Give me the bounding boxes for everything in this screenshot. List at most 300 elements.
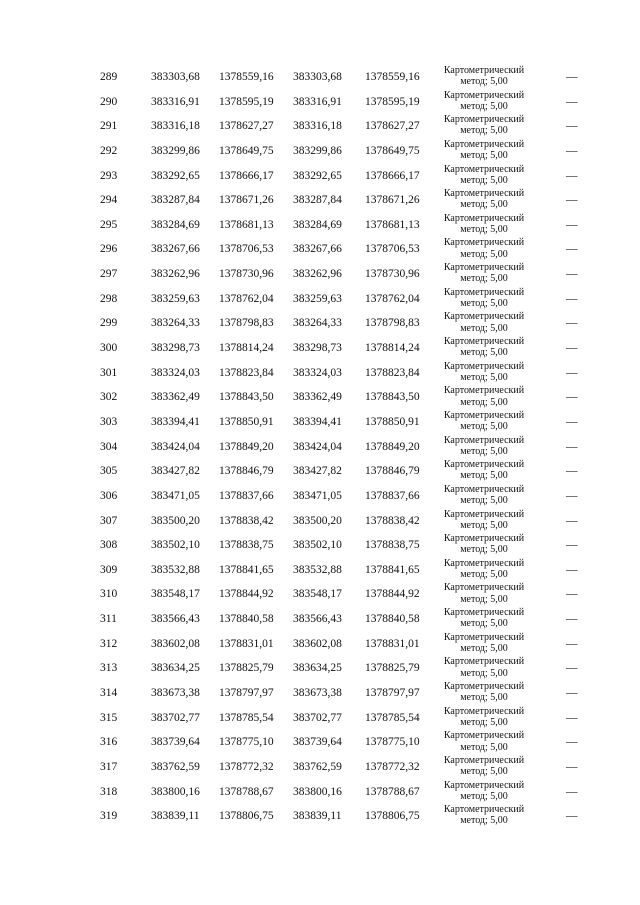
note-cell: —: [566, 687, 578, 700]
method-name: Картометрический: [443, 754, 525, 766]
existing-y-coordinate: 1378671,26: [219, 194, 274, 207]
method-accuracy: метод; 5,00: [460, 100, 508, 112]
note-cell: —: [566, 120, 578, 133]
method-name: Картометрический: [443, 434, 525, 446]
method-cell: [432, 582, 536, 604]
method-accuracy: метод; 5,00: [460, 297, 508, 309]
new-y-coordinate: 1378785,54: [365, 711, 420, 724]
note-cell: —: [566, 760, 578, 773]
existing-y-coordinate: 1378838,42: [219, 514, 274, 527]
method-cell: [432, 632, 536, 654]
existing-y-coordinate: 1378775,10: [219, 736, 274, 749]
new-x-coordinate: 383394,41: [293, 415, 342, 428]
new-x-coordinate: 383264,33: [293, 317, 342, 330]
existing-x-coordinate: 383324,03: [151, 366, 200, 379]
existing-y-coordinate: 1378840,58: [219, 613, 274, 626]
note-cell: —: [566, 415, 578, 428]
new-x-coordinate: 383739,64: [293, 736, 342, 749]
new-x-coordinate: 383424,04: [293, 440, 342, 453]
method-accuracy: метод; 5,00: [460, 470, 508, 482]
point-number: 298: [100, 292, 118, 305]
existing-y-coordinate: 1378837,66: [219, 489, 274, 502]
method-cell: [432, 139, 536, 161]
existing-x-coordinate: 383502,10: [151, 539, 200, 552]
existing-y-coordinate: 1378838,75: [219, 539, 274, 552]
existing-x-coordinate: 383259,63: [151, 292, 200, 305]
note-cell: —: [566, 637, 578, 650]
method-accuracy: метод; 5,00: [460, 667, 508, 679]
note-cell: —: [566, 785, 578, 798]
point-number: 312: [100, 637, 118, 650]
new-y-coordinate: 1378843,50: [365, 391, 420, 404]
new-y-coordinate: 1378772,32: [365, 760, 420, 773]
method-cell: [432, 780, 536, 802]
method-cell: [432, 385, 536, 407]
new-y-coordinate: 1378681,13: [365, 218, 420, 231]
table-row: [0, 114, 640, 139]
method-accuracy: метод; 5,00: [460, 569, 508, 581]
method-name: Картометрический: [443, 336, 525, 348]
method-name: Картометрический: [443, 409, 525, 421]
method-name: Картометрический: [443, 656, 525, 668]
new-x-coordinate: 383362,49: [293, 391, 342, 404]
method-cell: [432, 706, 536, 728]
method-accuracy: метод; 5,00: [460, 125, 508, 137]
method-cell: [432, 65, 536, 87]
new-y-coordinate: 1378649,75: [365, 144, 420, 157]
method-accuracy: метод; 5,00: [460, 642, 508, 654]
note-cell: —: [566, 218, 578, 231]
method-name: Картометрический: [443, 779, 525, 791]
new-y-coordinate: 1378831,01: [365, 637, 420, 650]
note-cell: —: [566, 440, 578, 453]
new-x-coordinate: 383316,91: [293, 95, 342, 108]
table-row: [0, 582, 640, 607]
note-cell: —: [566, 613, 578, 626]
existing-x-coordinate: 383298,73: [151, 342, 200, 355]
new-x-coordinate: 383502,10: [293, 539, 342, 552]
point-number: 299: [100, 317, 118, 330]
existing-x-coordinate: 383264,33: [151, 317, 200, 330]
note-cell: —: [566, 514, 578, 527]
new-x-coordinate: 383839,11: [293, 810, 342, 823]
new-y-coordinate: 1378841,65: [365, 563, 420, 576]
point-number: 308: [100, 539, 118, 552]
existing-x-coordinate: 383267,66: [151, 243, 200, 256]
point-number: 313: [100, 662, 118, 675]
table-row: [0, 164, 640, 189]
existing-x-coordinate: 383299,86: [151, 144, 200, 157]
existing-y-coordinate: 1378681,13: [219, 218, 274, 231]
method-cell: [432, 114, 536, 136]
existing-y-coordinate: 1378831,01: [219, 637, 274, 650]
new-x-coordinate: 383284,69: [293, 218, 342, 231]
table-row: [0, 632, 640, 657]
point-number: 305: [100, 465, 118, 478]
new-y-coordinate: 1378559,16: [365, 71, 420, 83]
new-x-coordinate: 383602,08: [293, 637, 342, 650]
method-cell: [432, 164, 536, 186]
existing-y-coordinate: 1378595,19: [219, 95, 274, 108]
new-y-coordinate: 1378730,96: [365, 268, 420, 281]
method-name: Картометрический: [443, 138, 525, 150]
method-name: Картометрический: [443, 508, 525, 520]
existing-y-coordinate: 1378806,75: [219, 810, 274, 823]
method-accuracy: метод; 5,00: [460, 421, 508, 433]
existing-y-coordinate: 1378730,96: [219, 268, 274, 281]
existing-x-coordinate: 383394,41: [151, 415, 200, 428]
new-y-coordinate: 1378706,53: [365, 243, 420, 256]
method-accuracy: метод; 5,00: [460, 618, 508, 630]
method-cell: [432, 262, 536, 284]
existing-x-coordinate: 383316,91: [151, 95, 200, 108]
point-number: 306: [100, 489, 118, 502]
point-number: 317: [100, 760, 118, 773]
existing-x-coordinate: 383602,08: [151, 637, 200, 650]
table-row: [0, 311, 640, 336]
point-number: 314: [100, 687, 118, 700]
table-row: [0, 484, 640, 509]
note-cell: —: [566, 194, 578, 207]
method-name: Картометрический: [443, 730, 525, 742]
existing-y-coordinate: 1378825,79: [219, 662, 274, 675]
method-cell: [432, 656, 536, 678]
existing-y-coordinate: 1378798,83: [219, 317, 274, 330]
existing-x-coordinate: 383284,69: [151, 218, 200, 231]
new-x-coordinate: 383673,38: [293, 687, 342, 700]
existing-x-coordinate: 383566,43: [151, 613, 200, 626]
existing-x-coordinate: 383634,25: [151, 662, 200, 675]
method-cell: [432, 361, 536, 383]
new-x-coordinate: 383427,82: [293, 465, 342, 478]
method-cell: [432, 336, 536, 358]
method-cell: [432, 804, 536, 826]
table-row: [0, 755, 640, 780]
method-accuracy: метод; 5,00: [460, 766, 508, 778]
method-accuracy: метод; 5,00: [460, 815, 508, 827]
table-row: [0, 607, 640, 632]
new-x-coordinate: 383548,17: [293, 588, 342, 601]
note-cell: —: [566, 539, 578, 552]
existing-x-coordinate: 383262,96: [151, 268, 200, 281]
new-x-coordinate: 383324,03: [293, 366, 342, 379]
table-row: [0, 237, 640, 262]
new-x-coordinate: 383316,18: [293, 120, 342, 133]
method-accuracy: метод; 5,00: [460, 76, 508, 88]
table-row: [0, 780, 640, 805]
method-accuracy: метод; 5,00: [460, 519, 508, 531]
method-accuracy: метод; 5,00: [460, 741, 508, 753]
note-cell: —: [566, 711, 578, 724]
new-y-coordinate: 1378797,97: [365, 687, 420, 700]
new-y-coordinate: 1378775,10: [365, 736, 420, 749]
method-cell: [432, 188, 536, 210]
method-accuracy: метод; 5,00: [460, 544, 508, 556]
table-row: [0, 804, 640, 829]
new-y-coordinate: 1378823,84: [365, 366, 420, 379]
table-row: [0, 336, 640, 361]
method-cell: [432, 558, 536, 580]
method-cell: [432, 90, 536, 112]
note-cell: —: [566, 588, 578, 601]
new-y-coordinate: 1378850,91: [365, 415, 420, 428]
point-number: 292: [100, 144, 118, 157]
existing-x-coordinate: 383673,38: [151, 687, 200, 700]
table-row: [0, 361, 640, 386]
existing-x-coordinate: 383362,49: [151, 391, 200, 404]
table-row: [0, 656, 640, 681]
new-x-coordinate: 383299,86: [293, 144, 342, 157]
existing-x-coordinate: 383548,17: [151, 588, 200, 601]
new-y-coordinate: 1378806,75: [365, 810, 420, 823]
existing-y-coordinate: 1378841,65: [219, 563, 274, 576]
method-name: Картометрический: [443, 607, 525, 619]
method-cell: [432, 533, 536, 555]
existing-x-coordinate: 383739,64: [151, 736, 200, 749]
method-name: Картометрический: [443, 459, 525, 471]
table-row: [0, 188, 640, 213]
new-y-coordinate: 1378846,79: [365, 465, 420, 478]
new-y-coordinate: 1378840,58: [365, 613, 420, 626]
note-cell: —: [566, 662, 578, 675]
note-cell: —: [566, 342, 578, 355]
method-cell: [432, 509, 536, 531]
new-y-coordinate: 1378788,67: [365, 785, 420, 798]
note-cell: —: [566, 736, 578, 749]
new-x-coordinate: 383303,68: [293, 71, 342, 83]
point-number: 315: [100, 711, 118, 724]
method-accuracy: метод; 5,00: [460, 199, 508, 211]
method-accuracy: метод; 5,00: [460, 248, 508, 260]
method-cell: [432, 287, 536, 309]
point-number: 316: [100, 736, 118, 749]
existing-y-coordinate: 1378627,27: [219, 120, 274, 133]
new-x-coordinate: 383702,77: [293, 711, 342, 724]
method-name: Картометрический: [443, 533, 525, 545]
table-row: [0, 90, 640, 115]
note-cell: —: [566, 169, 578, 182]
note-cell: —: [566, 95, 578, 108]
new-y-coordinate: 1378595,19: [365, 95, 420, 108]
method-accuracy: метод; 5,00: [460, 716, 508, 728]
new-x-coordinate: 383566,43: [293, 613, 342, 626]
existing-y-coordinate: 1378846,79: [219, 465, 274, 478]
method-accuracy: метод; 5,00: [460, 495, 508, 507]
note-cell: —: [566, 489, 578, 502]
existing-y-coordinate: 1378649,75: [219, 144, 274, 157]
existing-x-coordinate: 383762,59: [151, 760, 200, 773]
table-row: [0, 459, 640, 484]
new-x-coordinate: 383298,73: [293, 342, 342, 355]
new-x-coordinate: 383532,88: [293, 563, 342, 576]
point-number: 296: [100, 243, 118, 256]
note-cell: —: [566, 292, 578, 305]
new-x-coordinate: 383292,65: [293, 169, 342, 182]
existing-y-coordinate: 1378844,92: [219, 588, 274, 601]
note-cell: —: [566, 810, 578, 823]
method-cell: [432, 213, 536, 235]
method-cell: [432, 681, 536, 703]
method-accuracy: метод; 5,00: [460, 174, 508, 186]
method-name: Картометрический: [443, 262, 525, 274]
method-accuracy: метод; 5,00: [460, 692, 508, 704]
existing-x-coordinate: 383292,65: [151, 169, 200, 182]
existing-y-coordinate: 1378666,17: [219, 169, 274, 182]
point-number: 303: [100, 415, 118, 428]
note-cell: —: [566, 268, 578, 281]
method-accuracy: метод; 5,00: [460, 150, 508, 162]
existing-x-coordinate: 383316,18: [151, 120, 200, 133]
note-cell: —: [566, 366, 578, 379]
existing-y-coordinate: 1378762,04: [219, 292, 274, 305]
new-x-coordinate: 383800,16: [293, 785, 342, 798]
new-x-coordinate: 383262,96: [293, 268, 342, 281]
existing-x-coordinate: 383424,04: [151, 440, 200, 453]
existing-y-coordinate: 1378772,32: [219, 760, 274, 773]
table-row: [0, 558, 640, 583]
method-cell: [432, 435, 536, 457]
existing-y-coordinate: 1378823,84: [219, 366, 274, 379]
method-accuracy: метод; 5,00: [460, 273, 508, 285]
existing-y-coordinate: 1378788,67: [219, 785, 274, 798]
point-number: 295: [100, 218, 118, 231]
table-row: [0, 65, 640, 90]
point-number: 310: [100, 588, 118, 601]
note-cell: —: [566, 243, 578, 256]
method-accuracy: метод; 5,00: [460, 322, 508, 334]
new-y-coordinate: 1378837,66: [365, 489, 420, 502]
point-number: 297: [100, 268, 118, 281]
new-x-coordinate: 383259,63: [293, 292, 342, 305]
point-number: 293: [100, 169, 118, 182]
coordinates-table: [0, 65, 640, 829]
existing-x-coordinate: 383702,77: [151, 711, 200, 724]
existing-y-coordinate: 1378559,16: [219, 71, 274, 83]
method-accuracy: метод; 5,00: [460, 371, 508, 383]
new-y-coordinate: 1378762,04: [365, 292, 420, 305]
point-number: 302: [100, 391, 118, 404]
method-accuracy: метод; 5,00: [460, 396, 508, 408]
point-number: 319: [100, 810, 118, 823]
existing-x-coordinate: 383427,82: [151, 465, 200, 478]
method-name: Картометрический: [443, 385, 525, 397]
new-y-coordinate: 1378814,24: [365, 342, 420, 355]
table-row: [0, 213, 640, 238]
existing-x-coordinate: 383839,11: [151, 810, 200, 823]
method-name: Картометрический: [443, 65, 525, 76]
method-name: Картометрический: [443, 804, 525, 816]
new-y-coordinate: 1378838,75: [365, 539, 420, 552]
method-name: Картометрический: [443, 631, 525, 643]
table-row: [0, 287, 640, 312]
note-cell: —: [566, 144, 578, 157]
method-name: Картометрический: [443, 360, 525, 372]
existing-y-coordinate: 1378849,20: [219, 440, 274, 453]
table-row: [0, 139, 640, 164]
method-name: Картометрический: [443, 237, 525, 249]
method-name: Картометрический: [443, 557, 525, 569]
point-number: 300: [100, 342, 118, 355]
new-x-coordinate: 383500,20: [293, 514, 342, 527]
method-cell: [432, 607, 536, 629]
method-accuracy: метод; 5,00: [460, 347, 508, 359]
note-cell: —: [566, 465, 578, 478]
new-x-coordinate: 383287,84: [293, 194, 342, 207]
new-y-coordinate: 1378849,20: [365, 440, 420, 453]
method-name: Картометрический: [443, 212, 525, 224]
existing-x-coordinate: 383303,68: [151, 71, 200, 83]
table-row: [0, 730, 640, 755]
method-accuracy: метод; 5,00: [460, 593, 508, 605]
method-name: Картометрический: [443, 89, 525, 101]
table-row: [0, 533, 640, 558]
point-number: 291: [100, 120, 118, 133]
method-accuracy: метод; 5,00: [460, 790, 508, 802]
method-name: Картометрический: [443, 188, 525, 200]
table-row: [0, 706, 640, 731]
existing-x-coordinate: 383500,20: [151, 514, 200, 527]
method-name: Картометрический: [443, 705, 525, 717]
new-y-coordinate: 1378838,42: [365, 514, 420, 527]
point-number: 311: [100, 613, 117, 626]
point-number: 294: [100, 194, 118, 207]
method-name: Картометрический: [443, 286, 525, 298]
new-y-coordinate: 1378798,83: [365, 317, 420, 330]
table-row: [0, 435, 640, 460]
method-cell: [432, 459, 536, 481]
point-number: 290: [100, 95, 118, 108]
method-name: Картометрический: [443, 681, 525, 693]
point-number: 318: [100, 785, 118, 798]
table-row: [0, 681, 640, 706]
method-name: Картометрический: [443, 114, 525, 126]
method-name: Картометрический: [443, 311, 525, 323]
existing-x-coordinate: 383532,88: [151, 563, 200, 576]
new-y-coordinate: 1378825,79: [365, 662, 420, 675]
note-cell: —: [566, 391, 578, 404]
table-row: [0, 385, 640, 410]
method-cell: [432, 410, 536, 432]
new-x-coordinate: 383762,59: [293, 760, 342, 773]
new-y-coordinate: 1378671,26: [365, 194, 420, 207]
existing-y-coordinate: 1378814,24: [219, 342, 274, 355]
method-accuracy: метод; 5,00: [460, 445, 508, 457]
point-number: 304: [100, 440, 118, 453]
existing-x-coordinate: 383471,05: [151, 489, 200, 502]
table-row: [0, 509, 640, 534]
table-row: [0, 410, 640, 435]
method-name: Картометрический: [443, 582, 525, 594]
new-x-coordinate: 383634,25: [293, 662, 342, 675]
point-number: 301: [100, 366, 118, 379]
existing-y-coordinate: 1378785,54: [219, 711, 274, 724]
new-y-coordinate: 1378844,92: [365, 588, 420, 601]
new-x-coordinate: 383471,05: [293, 489, 342, 502]
point-number: 289: [100, 71, 118, 83]
point-number: 309: [100, 563, 118, 576]
point-number: 307: [100, 514, 118, 527]
method-name: Картометрический: [443, 163, 525, 175]
note-cell: —: [566, 317, 578, 330]
existing-x-coordinate: 383287,84: [151, 194, 200, 207]
new-y-coordinate: 1378627,27: [365, 120, 420, 133]
note-cell: —: [566, 563, 578, 576]
existing-y-coordinate: 1378843,50: [219, 391, 274, 404]
method-cell: [432, 730, 536, 752]
method-name: Картометрический: [443, 483, 525, 495]
method-cell: [432, 484, 536, 506]
existing-y-coordinate: 1378797,97: [219, 687, 274, 700]
